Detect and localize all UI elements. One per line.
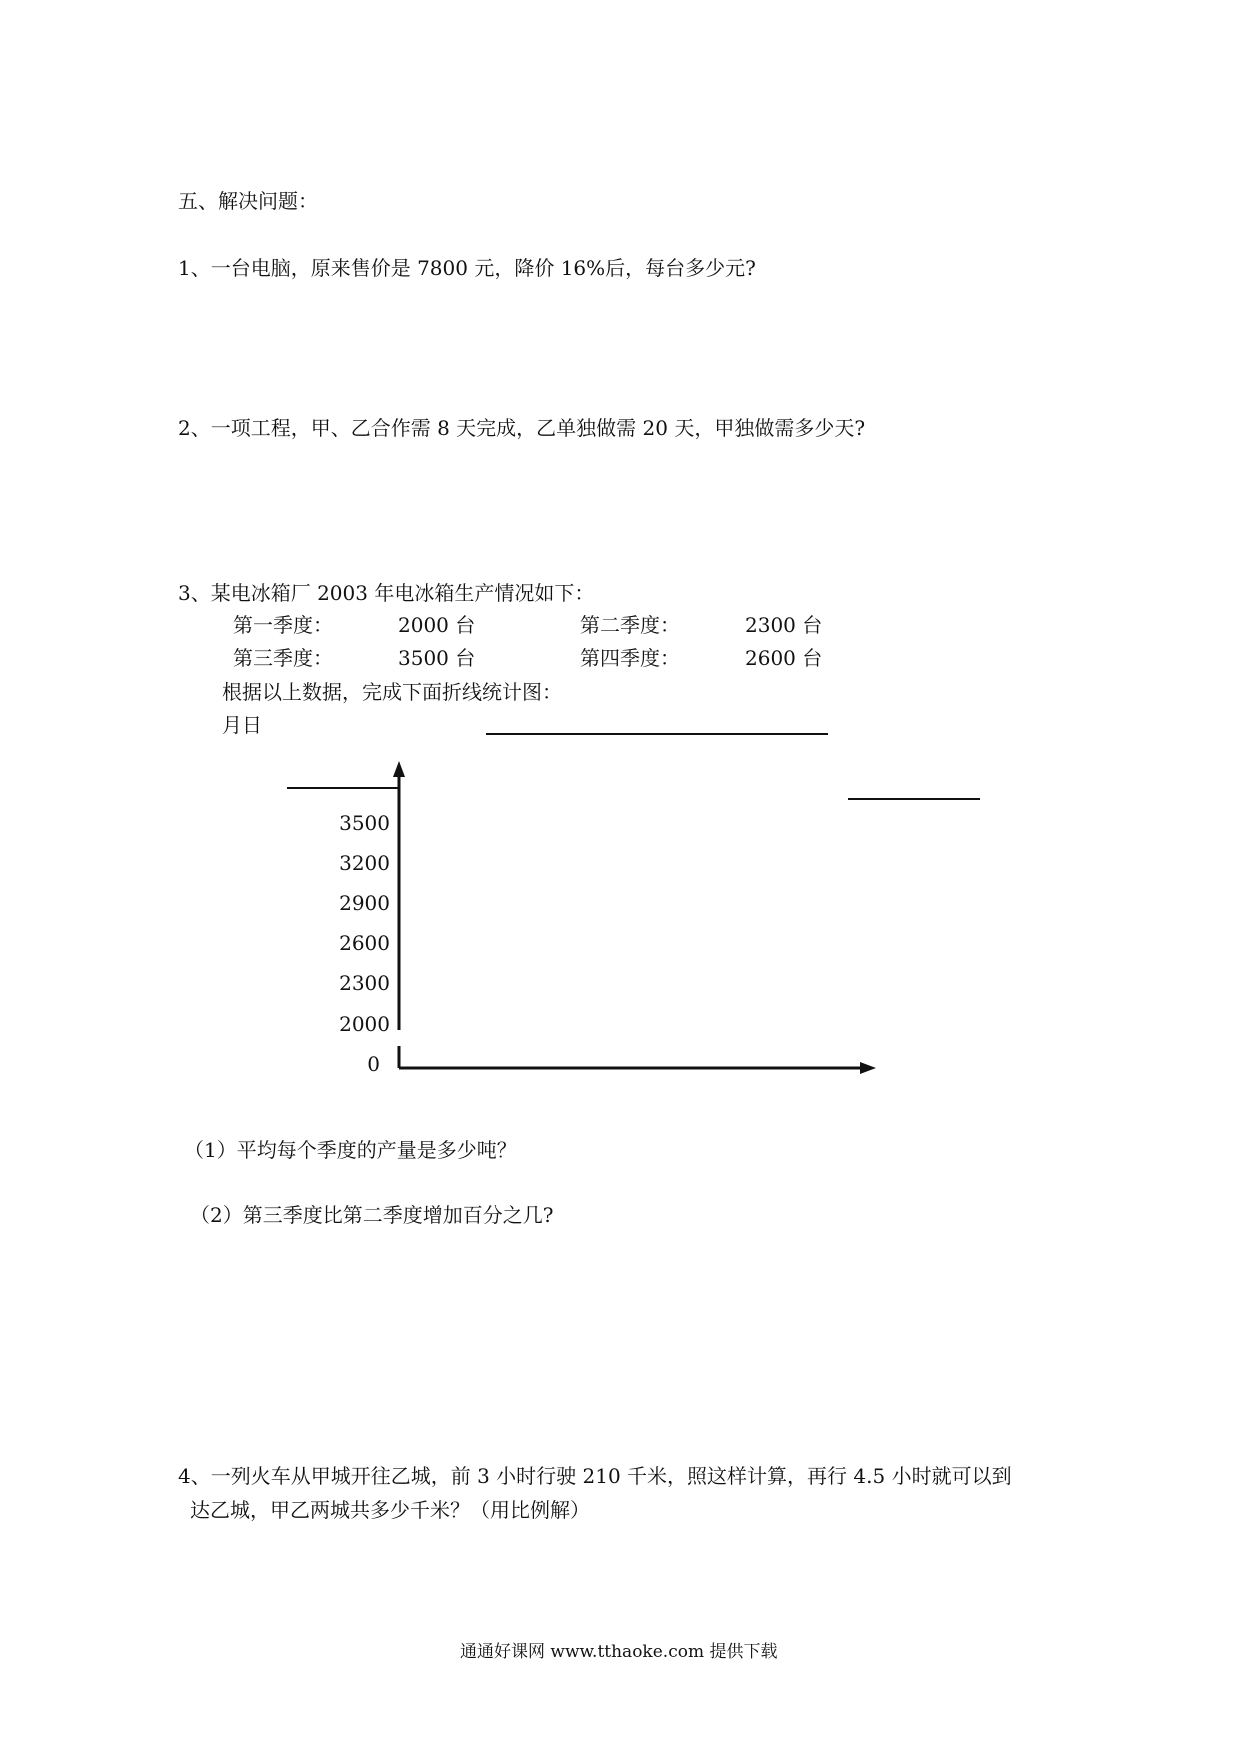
- problem-3-intro: 3、某电冰箱厂 2003 年电冰箱生产情况如下：: [178, 581, 595, 605]
- quarter-2-label: 第二季度：: [580, 613, 680, 637]
- quarter-4-label: 第四季度：: [580, 646, 680, 670]
- y-tick-label: 2900: [339, 891, 390, 915]
- chart-instruction: 根据以上数据，完成下面折线统计图：: [222, 680, 562, 704]
- problem-2: 2、一项工程，甲、乙合作需 8 天完成，乙单独做需 20 天，甲独做需多少天?: [178, 416, 866, 440]
- date-label: 月日: [222, 713, 262, 737]
- footer-credit: 通通好课网 www.tthaoke.com 提供下载: [460, 1642, 778, 1662]
- quarter-2-value: 2300 台: [745, 613, 823, 637]
- y-tick-label: 2600: [339, 931, 390, 955]
- quarter-1-label: 第一季度：: [233, 613, 333, 637]
- x-axis-arrow: [860, 1062, 876, 1074]
- y-tick-label: 2300: [339, 971, 390, 995]
- quarter-4-value: 2600 台: [745, 646, 823, 670]
- problem-4-line-1: 4、一列火车从甲城开往乙城，前 3 小时行驶 210 千米，照这样计算，再行 4.5 小时就可以到: [178, 1464, 1012, 1488]
- section-title: 五、解决问题：: [178, 189, 318, 213]
- problem-4-line-2: 达乙城，甲乙两城共多少千米？（用比例解）: [190, 1498, 590, 1522]
- y-tick-label: 3500: [339, 811, 390, 835]
- y-axis-arrow: [393, 761, 405, 777]
- quarter-3-value: 3500 台: [398, 646, 476, 670]
- origin-label: 0: [367, 1052, 380, 1076]
- quarter-3-label: 第三季度：: [233, 646, 333, 670]
- sub-question-1: （1）平均每个季度的产量是多少吨？: [184, 1138, 517, 1162]
- quarter-1-value: 2000 台: [398, 613, 476, 637]
- sub-question-2: （2）第三季度比第二季度增加百分之几?: [190, 1203, 554, 1227]
- problem-1: 1、一台电脑，原来售价是 7800 元，降价 16%后，每台多少元?: [178, 256, 756, 280]
- y-tick-label: 3200: [339, 851, 390, 875]
- y-tick-label: 2000: [339, 1012, 390, 1036]
